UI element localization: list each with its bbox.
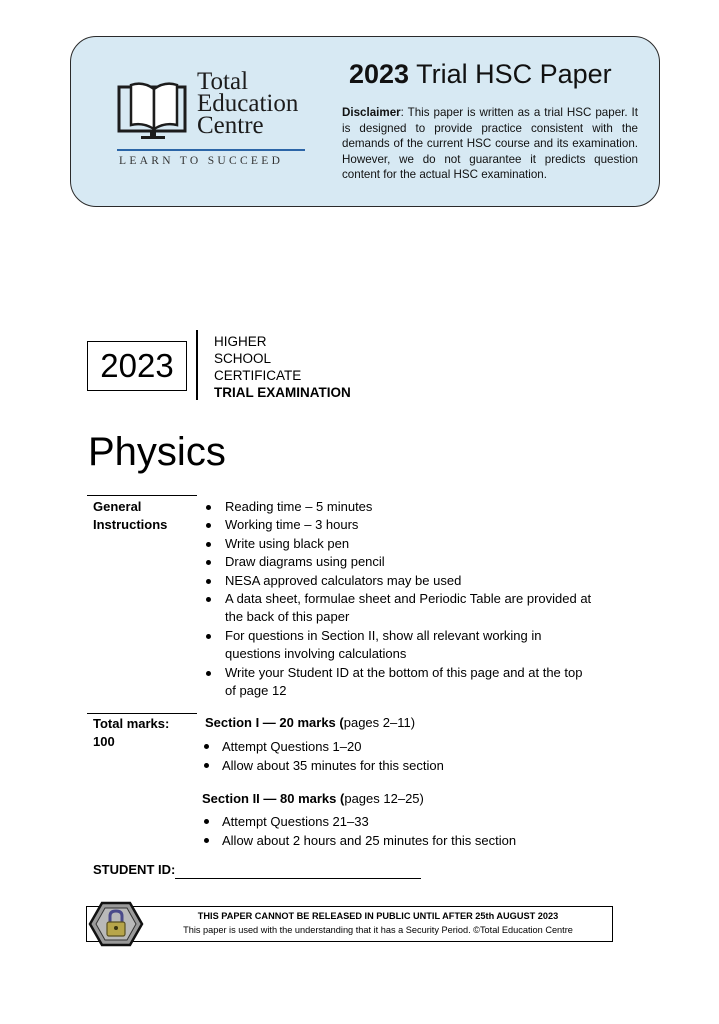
list-item: Draw diagrams using pencil — [203, 553, 593, 571]
divider — [196, 330, 198, 400]
subject-title: Physics — [88, 430, 226, 474]
section-1-heading: Section I — 20 marks (pages 2–11) — [205, 715, 416, 730]
list-item: Attempt Questions 21–33 — [202, 812, 582, 831]
list-item: Attempt Questions 1–20 — [202, 737, 562, 756]
list-item: A data sheet, formulae sheet and Periodic Table are provided at the back of this paper — [203, 590, 593, 627]
divider — [87, 713, 197, 714]
open-book-monitor-icon — [117, 77, 191, 141]
divider — [87, 495, 197, 496]
exam-year-box: 2023 — [87, 341, 187, 391]
list-item: Allow about 2 hours and 25 minutes for this section — [202, 831, 582, 850]
section-1-list — [202, 737, 562, 775]
section-2-list — [202, 812, 582, 850]
list-item: Allow about 35 minutes for this section — [202, 756, 562, 775]
disclaimer-text: Disclaimer: This paper is written as a trial HSC paper. It is designed to provide practice consistent with the demands of the current HSC course and its examination. However, we do not guarantee it predicts question content for the actual HSC examination. — [342, 106, 638, 181]
padlock-hexagon-icon — [88, 900, 144, 948]
total-marks-label: Total marks: 100 — [93, 716, 170, 749]
list-item: Write your Student ID at the bottom of this page and at the top of page 12 — [203, 664, 593, 701]
student-id-label: STUDENT ID: — [93, 862, 176, 877]
general-instructions-label: General Instructions — [93, 499, 168, 532]
logo-tagline: LEARN TO SUCCEED — [119, 155, 284, 167]
list-item: For questions in Section II, show all relevant working in questions involving calculations — [203, 627, 593, 664]
list-item: NESA approved calculators may be used — [203, 572, 593, 590]
security-period-notice: This paper is used with the understanding that it has a Security Period. ©Total Education Centre — [183, 925, 573, 935]
logo-wordmark: Total Education Centre — [197, 68, 299, 139]
header-banner — [70, 36, 660, 207]
section-2-heading: Section II — 80 marks (pages 12–25) — [202, 791, 424, 806]
general-instructions-list — [203, 498, 593, 700]
release-notice: THIS PAPER CANNOT BE RELEASED IN PUBLIC UNTIL AFTER 25th AUGUST 2023 — [197, 911, 559, 921]
exam-name: HIGHER SCHOOL CERTIFICATE TRIAL EXAMINATION — [214, 334, 351, 400]
banner-title: 2023 Trial HSC Paper — [349, 59, 612, 89]
student-id-field[interactable] — [175, 878, 421, 879]
list-item: Working time – 3 hours — [203, 516, 593, 534]
logo-divider — [117, 149, 305, 151]
list-item: Reading time – 5 minutes — [203, 498, 593, 516]
list-item: Write using black pen — [203, 535, 593, 553]
